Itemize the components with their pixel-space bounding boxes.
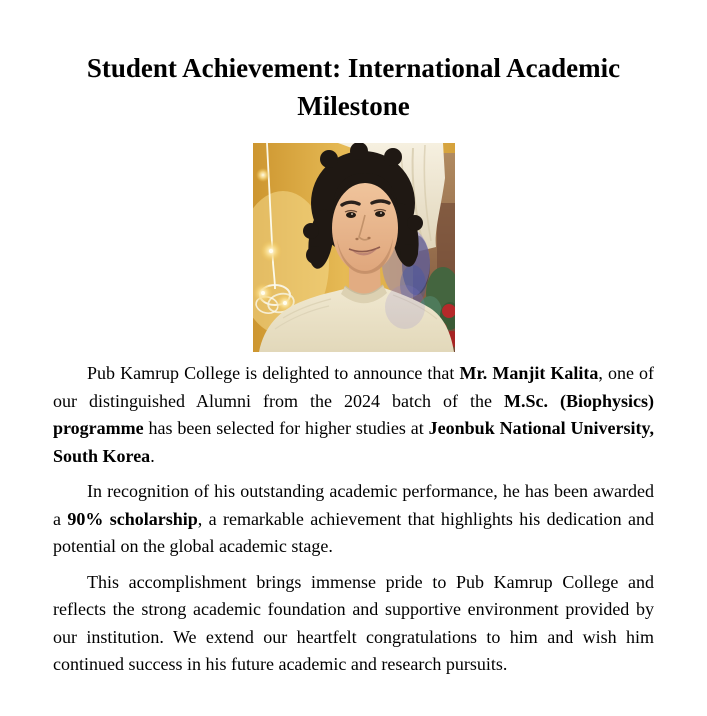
paragraph xyxy=(53,478,654,561)
paragraph xyxy=(53,569,654,679)
article-body xyxy=(53,360,654,687)
text-segment: This accomplishment brings immense pride to Pub Kamrup College and reflects the strong academic foundation and supportive environment provided by our institution. We extend our heartfelt congratulations to him and wish him continued success in his future academic and research pursuits. xyxy=(53,571,654,674)
face xyxy=(332,173,398,274)
bold-text-segment: M.Sc. (Biophysics) programme xyxy=(53,390,654,438)
text-segment: . xyxy=(150,445,155,466)
title-line-1: Student Achievement: International Academic xyxy=(86,53,621,83)
text-segment: has been selected for higher studies at xyxy=(143,418,429,438)
text-segment: Pub Kamrup College is delighted to announce that xyxy=(87,363,460,383)
text-segment: , one of our distinguished Alumni from the 2024 batch of the xyxy=(53,363,655,411)
paragraph xyxy=(53,360,654,470)
shoulder-light-reflection xyxy=(385,285,425,329)
bold-text-segment: Mr. Manjit Kalita xyxy=(459,363,599,383)
bold-text-segment: 90% scholarship xyxy=(67,508,198,529)
student-portrait-photo xyxy=(253,143,455,352)
portrait-illustration xyxy=(253,143,455,352)
bold-text-segment: Jeonbuk National University, South Korea xyxy=(53,418,654,466)
text-segment: , a remarkable achievement that highlights his dedication and potential on the global academic stage. xyxy=(53,508,654,556)
text-segment: In recognition of his outstanding academic performance, he has been awarded a xyxy=(53,481,654,529)
page-title xyxy=(53,49,654,125)
title-line-2: Milestone xyxy=(297,91,410,121)
